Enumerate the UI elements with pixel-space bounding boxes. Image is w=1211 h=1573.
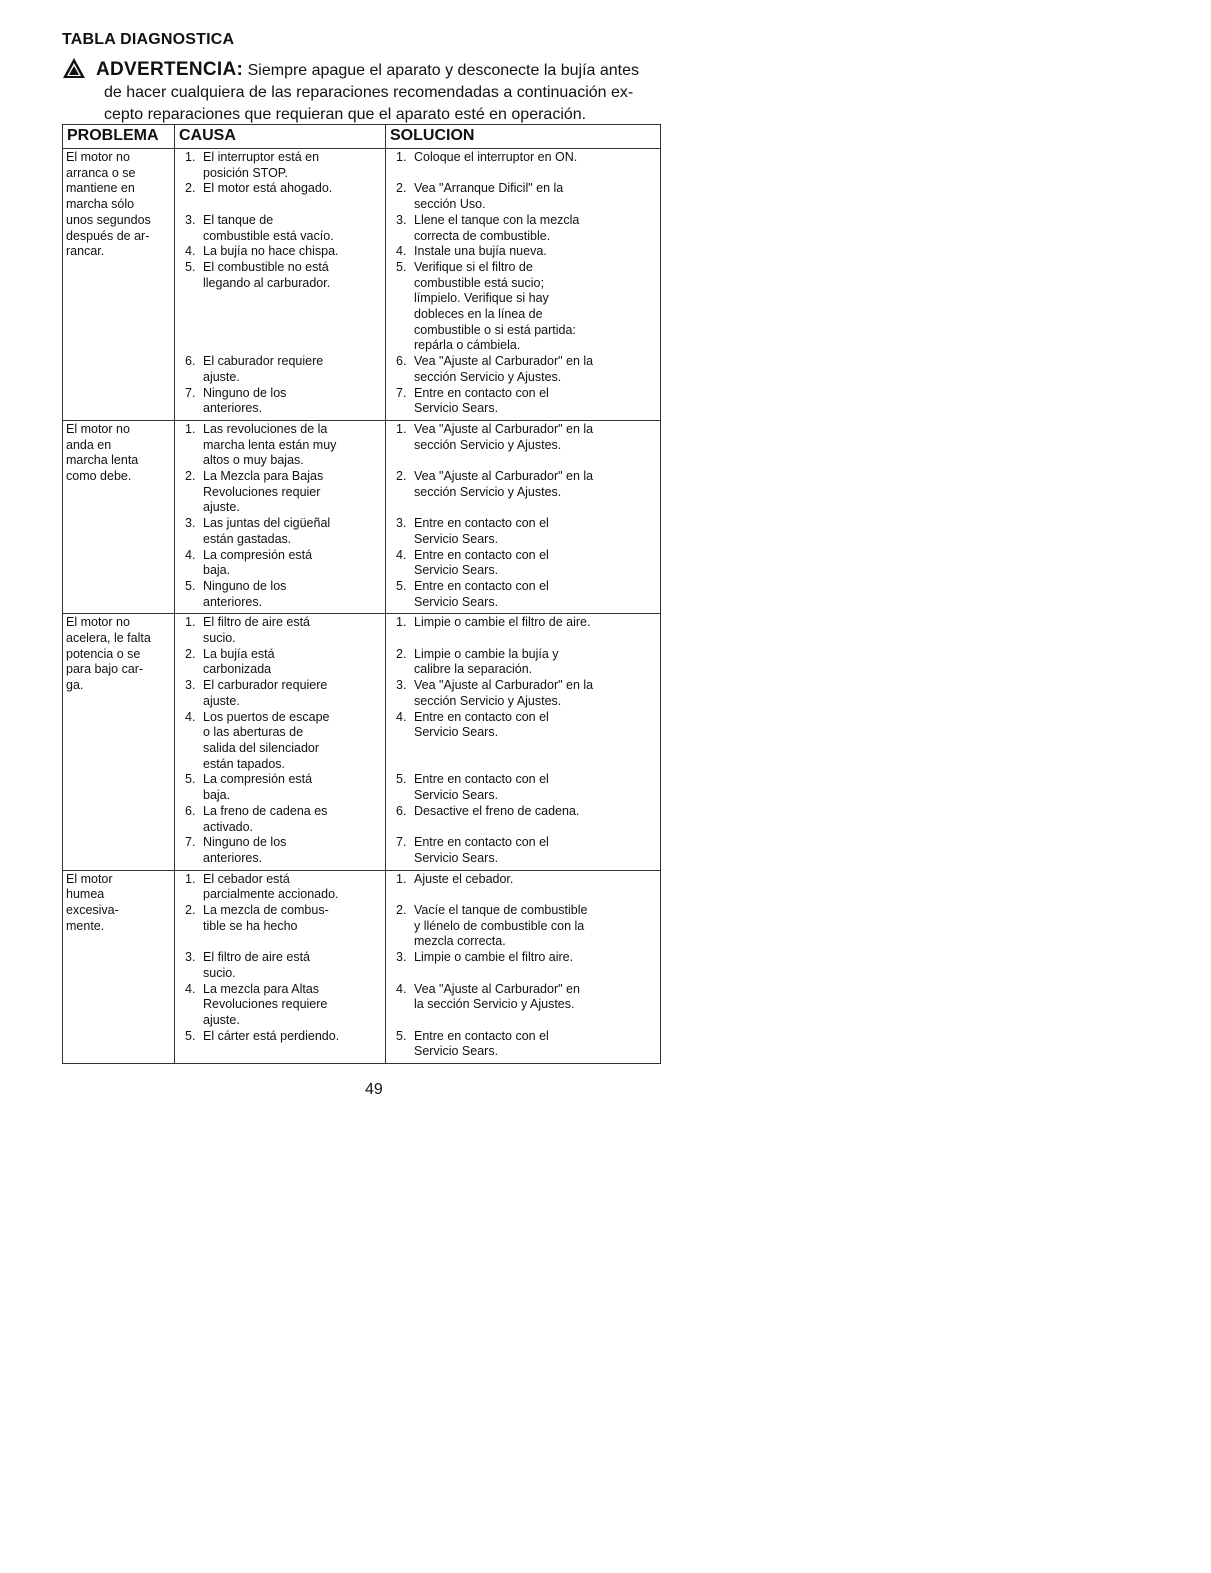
solution-item-text: Vea "Ajuste al Carburador" en la sección Servicio y Ajustes.: [414, 354, 594, 384]
solution-item-text: Entre en contacto con el Servicio Sears.: [414, 835, 549, 865]
item-number: 6.: [396, 803, 407, 818]
solution-item-text: Entre en contacto con el Servicio Sears.: [414, 385, 549, 416]
cause-item: [179, 469, 381, 516]
solution-item-text: Vea "Ajuste al Carburador" en la sección Servicio y Ajustes.: [414, 469, 594, 499]
page-number: 49: [365, 1081, 383, 1098]
cause-item: [179, 260, 381, 354]
cause-item: [179, 872, 381, 903]
solution-item: [390, 710, 656, 773]
item-number: 1.: [185, 150, 196, 164]
cause-item: [179, 181, 381, 212]
item-number: 4.: [396, 709, 407, 724]
solution-item: [390, 872, 656, 903]
item-number: 3.: [396, 950, 407, 965]
item-number: 1.: [396, 615, 407, 630]
header-causa: CAUSA: [175, 125, 386, 149]
cause-item-text: Las revoluciones de la marcha lenta están muy altos o muy bajas.: [203, 421, 337, 468]
solution-item-text: Limpie o cambie el filtro aire.: [414, 950, 574, 965]
cause-item-text: Los puertos de escape o las aberturas de salida del silenciador están tapados.: [203, 709, 330, 771]
cause-item: [179, 982, 381, 1029]
cause-cell: [175, 614, 386, 870]
solution-item: [390, 903, 656, 950]
solution-item-text: Vea "Ajuste al Carburador" en la sección Servicio y Ajustes.: [414, 421, 594, 452]
cause-item-text: La Mezcla para Bajas Revoluciones requier ajuste.: [203, 469, 324, 515]
problem-cell: [63, 149, 175, 421]
solution-item-text: Vea "Ajuste al Carburador" en la sección Servicio y Ajustes.: [414, 678, 594, 708]
page-title: TABLA DIAGNOSTICA: [62, 31, 235, 48]
solution-item-text: Vea "Arranque Dificil" en la sección Uso.: [414, 181, 564, 212]
solution-item: [390, 244, 656, 260]
cause-item: [179, 244, 381, 260]
item-number: 7.: [396, 385, 407, 400]
solution-item: [390, 647, 656, 678]
item-number: 5.: [185, 578, 196, 593]
item-number: 3.: [396, 212, 407, 227]
solution-item: [390, 354, 656, 385]
cause-item: [179, 710, 381, 773]
cause-item-text: Ninguno de los anteriores.: [203, 835, 287, 865]
solution-item-text: Limpie o cambie el filtro de aire.: [414, 615, 591, 630]
item-number: 4.: [396, 547, 407, 562]
cause-cell: [175, 149, 386, 421]
warning-icon: [62, 57, 86, 79]
item-number: 4.: [396, 981, 407, 996]
item-number: 4.: [185, 244, 196, 259]
solution-item: [390, 213, 656, 244]
cause-item: [179, 548, 381, 579]
cause-item: [179, 422, 381, 469]
solution-cell: [386, 149, 661, 421]
cause-item-text: La freno de cadena es activado.: [203, 803, 328, 834]
header-solucion: SOLUCION: [386, 125, 661, 149]
solution-item-text: Ajuste el cebador.: [414, 871, 514, 886]
header-problema: PROBLEMA: [63, 125, 175, 149]
item-number: 6.: [185, 354, 196, 369]
cause-cell: [175, 870, 386, 1063]
cause-item: [179, 804, 381, 835]
cause-item: [179, 903, 381, 950]
solution-item-text: Entre en contacto con el Servicio Sears.: [414, 578, 549, 609]
item-number: 6.: [185, 803, 196, 818]
solution-item-text: Verifique si el filtro de combustible está sucio; límpielo. Verifique si hay dobleces en la línea de combustible o si está partida: repárla o cámbiela.: [414, 259, 576, 353]
solution-item: [390, 260, 656, 354]
cause-item: [179, 678, 381, 709]
item-number: 3.: [396, 678, 407, 693]
cause-item-text: El cárter está perdiendo.: [203, 1028, 340, 1043]
cause-item-text: Ninguno de los anteriores.: [203, 578, 287, 609]
item-number: 2.: [185, 646, 196, 661]
table-row: [63, 149, 661, 421]
item-number: 5.: [396, 1028, 407, 1043]
cause-cell: [175, 420, 386, 613]
solution-item-text: Vea "Ajuste al Carburador" en la sección Servicio y Ajustes.: [414, 981, 580, 1012]
item-number: 7.: [396, 835, 407, 850]
item-number: 1.: [396, 871, 407, 886]
cause-item-text: Ninguno de los anteriores.: [203, 385, 287, 416]
solution-cell: [386, 870, 661, 1063]
item-number: 2.: [396, 469, 407, 484]
problem-text: El motor humea excesiva- mente.: [66, 871, 119, 933]
solution-item-text: Llene el tanque con la mezcla correcta de combustible.: [414, 212, 580, 243]
solution-item: [390, 982, 656, 1029]
cause-item-text: La mezcla para Altas Revoluciones requiere ajuste.: [203, 981, 328, 1027]
solution-item: [390, 548, 656, 579]
solution-item-text: Entre en contacto con el Servicio Sears.: [414, 709, 549, 740]
problem-text: El motor no acelera, le falta potencia o se para bajo car- ga.: [66, 615, 151, 693]
cause-item-text: El filtro de aire está sucio.: [203, 615, 310, 646]
warning-text-3: cepto reparaciones que requieran que el aparato esté en operación.: [104, 106, 587, 123]
item-number: 5.: [185, 259, 196, 274]
solution-item-text: Desactive el freno de cadena.: [414, 803, 580, 818]
item-number: 5.: [396, 772, 407, 787]
solution-item-text: Vacíe el tanque de combustible y llénelo de combustible con la mezcla correcta.: [414, 903, 588, 949]
solution-cell: [386, 614, 661, 870]
warning-block: [62, 57, 662, 126]
problem-cell: [63, 870, 175, 1063]
solution-item-text: Entre en contacto con el Servicio Sears.: [414, 516, 549, 546]
item-number: 5.: [396, 578, 407, 593]
item-number: 5.: [396, 259, 407, 274]
cause-item-text: La mezcla de combus- tible se ha hecho: [203, 903, 329, 933]
cause-item-text: El caburador requiere ajuste.: [203, 354, 324, 384]
solution-item: [390, 835, 656, 866]
item-number: 2.: [396, 646, 407, 661]
cause-item-text: La bujía no hace chispa.: [203, 244, 339, 259]
cause-item-text: La bujía está carbonizada: [203, 646, 275, 677]
item-number: 3.: [185, 212, 196, 227]
cause-item: [179, 386, 381, 417]
cause-item-text: La compresión está baja.: [203, 547, 313, 578]
cause-item: [179, 516, 381, 547]
cause-item: [179, 579, 381, 610]
solution-item: [390, 150, 656, 181]
cause-item-text: El tanque de combustible está vacío.: [203, 212, 334, 243]
problem-cell: [63, 614, 175, 870]
solution-item-text: Entre en contacto con el Servicio Sears.: [414, 772, 549, 803]
cause-item-text: El cebador está parcialmente accionado.: [203, 871, 339, 902]
solution-item: [390, 469, 656, 516]
solution-item-text: Entre en contacto con el Servicio Sears.: [414, 1028, 549, 1059]
cause-item: [179, 772, 381, 803]
cause-item: [179, 354, 381, 385]
item-number: 4.: [185, 709, 196, 724]
cause-item-text: El combustible no está llegando al carburador.: [203, 259, 331, 290]
table-row: [63, 870, 661, 1063]
solution-cell: [386, 420, 661, 613]
cause-item: [179, 835, 381, 866]
table-header-row: [63, 125, 661, 149]
solution-item: [390, 772, 656, 803]
cause-item: [179, 647, 381, 678]
item-number: 7.: [185, 385, 196, 400]
item-number: 2.: [396, 181, 407, 196]
item-number: 4.: [185, 981, 196, 996]
cause-item: [179, 213, 381, 244]
solution-item: [390, 181, 656, 212]
cause-item: [179, 150, 381, 181]
solution-item: [390, 422, 656, 469]
cause-item-text: El interruptor está en posición STOP.: [203, 150, 320, 180]
solution-item-text: Coloque el interruptor en ON.: [414, 150, 578, 164]
table-row: [63, 420, 661, 613]
item-number: 4.: [396, 244, 407, 259]
item-number: 5.: [185, 1028, 196, 1043]
problem-cell: [63, 420, 175, 613]
cause-item-text: El carburador requiere ajuste.: [203, 678, 328, 708]
item-number: 1.: [185, 421, 196, 436]
item-number: 3.: [185, 950, 196, 965]
solution-item: [390, 579, 656, 610]
cause-item-text: El filtro de aire está sucio.: [203, 950, 310, 980]
item-number: 2.: [185, 469, 196, 484]
item-number: 1.: [396, 150, 407, 164]
solution-item: [390, 1029, 656, 1060]
item-number: 6.: [396, 354, 407, 369]
item-number: 3.: [396, 516, 407, 531]
cause-item: [179, 1029, 381, 1060]
solution-item-text: Instale una bujía nueva.: [414, 244, 547, 259]
warning-text-2: de hacer cualquiera de las reparaciones recomendadas a continuación ex-: [104, 84, 634, 101]
cause-item-text: El motor está ahogado.: [203, 181, 333, 196]
item-number: 5.: [185, 772, 196, 787]
solution-item: [390, 804, 656, 835]
cause-item: [179, 950, 381, 981]
problem-text: El motor no anda en marcha lenta como debe.: [66, 421, 139, 484]
solution-item: [390, 516, 656, 547]
solution-item: [390, 386, 656, 417]
cause-item: [179, 615, 381, 646]
item-number: 2.: [396, 903, 407, 918]
solution-item-text: Limpie o cambie la bujía y calibre la separación.: [414, 646, 559, 677]
solution-item: [390, 678, 656, 709]
solution-item: [390, 615, 656, 646]
solution-item-text: Entre en contacto con el Servicio Sears.: [414, 547, 549, 578]
diagnostic-table: [62, 124, 661, 1064]
item-number: 7.: [185, 835, 196, 850]
table-row: [63, 614, 661, 870]
item-number: 4.: [185, 547, 196, 562]
cause-item-text: Las juntas del cigüeñal están gastadas.: [203, 516, 331, 546]
warning-text-1: Siempre apague el aparato y desconecte la bujía antes: [247, 62, 639, 79]
item-number: 1.: [185, 871, 196, 886]
warning-line-1: [62, 57, 662, 82]
solution-item: [390, 950, 656, 981]
item-number: 2.: [185, 903, 196, 918]
warning-label: ADVERTENCIA:: [96, 59, 244, 80]
item-number: 1.: [396, 421, 407, 436]
item-number: 3.: [185, 678, 196, 693]
item-number: 2.: [185, 181, 196, 196]
item-number: 1.: [185, 615, 196, 630]
problem-text: El motor no arranca o se mantiene en marcha sólo unos segundos después de ar- rancar.: [66, 150, 151, 259]
cause-item-text: La compresión está baja.: [203, 772, 313, 803]
item-number: 3.: [185, 516, 196, 531]
